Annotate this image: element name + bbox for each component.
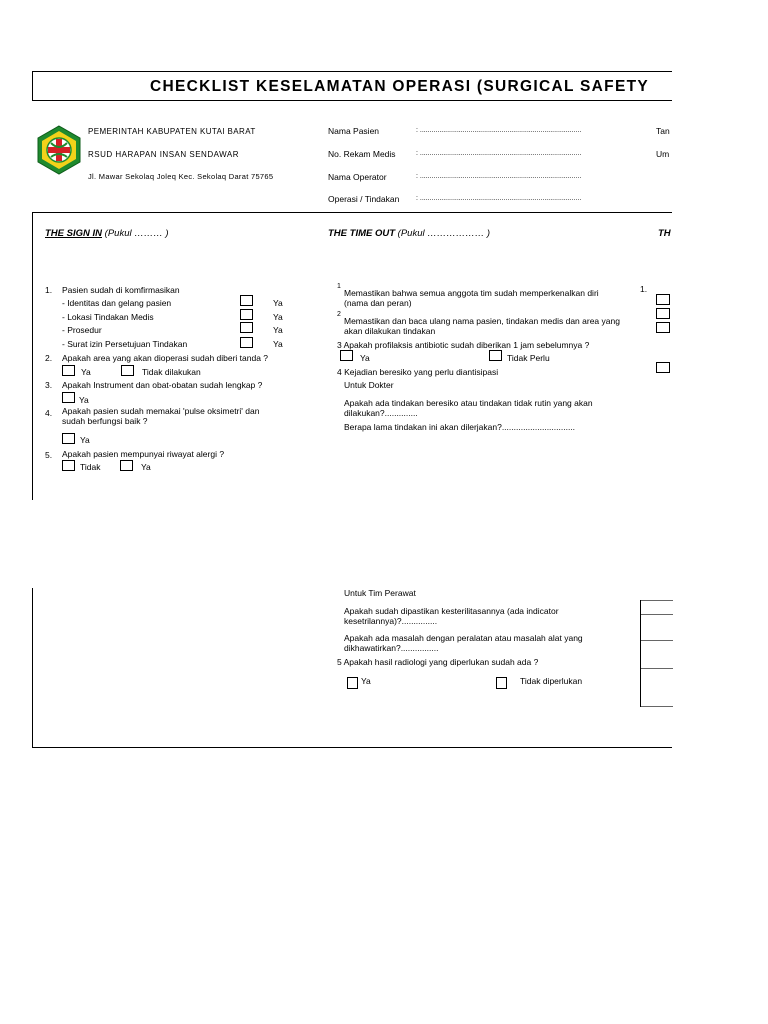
sign-in-q1-item-1: - Identitas dan gelang pasien xyxy=(62,298,172,308)
sign-in-q5-tidak-label: Tidak xyxy=(80,462,101,472)
sign-in-q3-ya-checkbox[interactable] xyxy=(62,392,75,403)
form-left-border-lower xyxy=(32,588,33,748)
field-label-nama-operator: Nama Operator xyxy=(328,172,387,182)
sign-in-q4-ya-label: Ya xyxy=(80,435,90,445)
sign-in-heading xyxy=(45,228,169,239)
field-value-operasi-tindakan[interactable]: : ................................................................................... xyxy=(416,195,582,202)
sign-in-q1-item-4-checkbox[interactable] xyxy=(240,337,253,348)
sign-out-table-line-2 xyxy=(641,614,673,615)
sign-in-q1-item-2-opt: Ya xyxy=(273,312,283,322)
sign-in-num-1: 1. xyxy=(45,285,53,295)
sign-in-q3: Apakah Instrument dan obat-obatan sudah lengkap ? xyxy=(62,380,263,390)
government-name: PEMERINTAH KABUPATEN KUTAI BARAT xyxy=(88,127,256,136)
sign-out-table-line-4 xyxy=(641,668,673,669)
field-label-nama-pasien: Nama Pasien xyxy=(328,126,380,136)
sign-in-num-4: 4. xyxy=(45,408,53,418)
sign-in-num-5: 5. xyxy=(45,450,53,460)
hospital-logo xyxy=(35,125,83,175)
time-out-q5-tidak-diperlukan-label: Tidak diperlukan xyxy=(520,676,583,686)
sign-in-q2-tidak-dilakukan-label: Tidak dilakukan xyxy=(142,367,201,377)
field-value-nama-operator[interactable]: : ................................................................................... xyxy=(416,173,582,180)
sign-out-table xyxy=(640,600,673,707)
time-out-q4: 4 Kejadian beresiko yang perlu diantisipasi xyxy=(337,367,499,377)
sign-in-q1: Pasien sudah di komfirmasikan xyxy=(62,285,180,295)
sign-out-checkbox-4[interactable] xyxy=(656,362,670,373)
title-top-border xyxy=(32,71,672,72)
page-title: CHECKLIST KESELAMATAN OPERASI (SURGICAL SAFETY xyxy=(150,78,649,95)
sign-in-q1-item-2-checkbox[interactable] xyxy=(240,309,253,320)
sign-out-heading xyxy=(658,228,671,239)
time-out-title: THE TIME OUT xyxy=(328,228,396,239)
sign-out-checkbox-1[interactable] xyxy=(656,294,670,305)
hospital-address: Jl. Mawar Sekolaq Joleq Kec. Sekolaq Darat 75765 xyxy=(88,172,274,181)
field-label-operasi-tindakan: Operasi / Tindakan xyxy=(328,194,400,204)
time-out-nurse-q1: Apakah sudah dipastikan kesterilitasannya (ada indicator kesetrilannya)?............... xyxy=(344,606,559,626)
sign-in-q1-item-2: - Lokasi Tindakan Medis xyxy=(62,312,154,322)
sign-in-q2-ya-checkbox[interactable] xyxy=(62,365,75,376)
sign-in-q5-ya-label: Ya xyxy=(141,462,151,472)
time-out-q5-ya-checkbox[interactable] xyxy=(347,677,358,689)
sign-in-q1-item-1-checkbox[interactable] xyxy=(240,295,253,306)
sign-out-num-1: 1. xyxy=(640,284,648,294)
hospital-name: RSUD HARAPAN INSAN SENDAWAR xyxy=(88,150,239,159)
field-label-no-rekam-medis: No. Rekam Medis xyxy=(328,149,396,159)
sign-out-checkbox-3[interactable] xyxy=(656,322,670,333)
sign-in-time: (Pukul ……… ) xyxy=(104,228,169,239)
time-out-q2: Memastikan dan baca ulang nama pasien, tindakan medis dan area yang akan dilakukan tindakan xyxy=(344,316,620,336)
sign-in-q3-ya-label: Ya xyxy=(79,395,89,405)
sign-in-q2-tidak-dilakukan-checkbox[interactable] xyxy=(121,365,134,376)
time-out-q3: 3 Apakah profilaksis antibiotic sudah diberikan 1 jam sebelumnya ? xyxy=(337,340,590,350)
time-out-q1: Memastikan bahwa semua anggota tim sudah memperkenalkan diri (nama dan peran) xyxy=(344,288,599,308)
time-out-doctor-title: Untuk Dokter xyxy=(344,380,394,390)
sign-in-q1-item-3-opt: Ya xyxy=(273,325,283,335)
time-out-doctor-q1: Apakah ada tindakan beresiko atau tindakan tidak rutin yang akan dilakukan?.............. xyxy=(344,398,593,418)
title-bottom-border xyxy=(32,100,672,101)
sign-out-checkbox-2[interactable] xyxy=(656,308,670,319)
time-out-num-1: 1 xyxy=(337,283,341,290)
sign-out-table-line-5 xyxy=(641,706,673,707)
hospital-logo-icon xyxy=(35,125,83,175)
time-out-doctor-q2: Berapa lama tindakan ini akan dilerjakan?............................... xyxy=(344,422,576,432)
sign-in-q1-item-4: - Surat izin Persetujuan Tindakan xyxy=(62,339,188,349)
time-out-time: (Pukul ……………… ) xyxy=(397,228,491,239)
sign-in-q1-item-3: - Prosedur xyxy=(62,325,102,335)
sign-out-title: TH xyxy=(658,228,671,239)
sign-in-q4: Apakah pasien sudah memakai 'pulse oksimetri' dan sudah berfungsi baik ? xyxy=(62,406,260,426)
sign-in-q2: Apakah area yang akan dioperasi sudah diberi tanda ? xyxy=(62,353,269,363)
time-out-q3-ya-checkbox[interactable] xyxy=(340,350,353,361)
sign-out-table-line-3 xyxy=(641,640,673,641)
sign-out-table-line-1 xyxy=(641,600,673,601)
title-left-border xyxy=(32,71,33,101)
field-label-tanggal: Tan xyxy=(656,126,670,136)
time-out-nurse-title: Untuk Tim Perawat xyxy=(344,588,416,598)
header-bottom-border xyxy=(32,212,672,213)
time-out-q5-tidak-diperlukan-checkbox[interactable] xyxy=(496,677,507,689)
sign-in-num-3: 3. xyxy=(45,380,53,390)
time-out-num-2: 2 xyxy=(337,311,341,318)
sign-in-q2-ya-label: Ya xyxy=(81,367,91,377)
field-value-no-rekam-medis[interactable]: : ................................................................................... xyxy=(416,150,582,157)
time-out-q5-ya-label: Ya xyxy=(361,676,371,686)
field-value-nama-pasien[interactable]: : ................................................................................... xyxy=(416,127,582,134)
form-left-border xyxy=(32,212,33,500)
time-out-q5: 5 Apakah hasil radiologi yang diperlukan sudah ada ? xyxy=(337,657,539,667)
sign-in-title: THE SIGN IN xyxy=(45,228,103,239)
form-bottom-border xyxy=(32,747,672,748)
time-out-q3-tidak-perlu-label: Tidak Perlu xyxy=(507,353,550,363)
time-out-nurse-q2: Apakah ada masalah dengan peralatan atau masalah alat yang dikhawatirkan?................ xyxy=(344,633,583,653)
sign-in-num-2: 2. xyxy=(45,353,53,363)
sign-in-q1-item-3-checkbox[interactable] xyxy=(240,322,253,333)
sign-in-q5-ya-checkbox[interactable] xyxy=(120,460,133,471)
sign-in-q1-item-1-opt: Ya xyxy=(273,298,283,308)
time-out-heading xyxy=(328,228,490,239)
sign-in-q1-item-4-opt: Ya xyxy=(273,339,283,349)
time-out-q3-ya-label: Ya xyxy=(360,353,370,363)
sign-in-q5-tidak-checkbox[interactable] xyxy=(62,460,75,471)
sign-in-q4-ya-checkbox[interactable] xyxy=(62,433,75,444)
field-label-umur: Um xyxy=(656,149,670,159)
sign-in-q5: Apakah pasien mempunyai riwayat alergi ? xyxy=(62,449,225,459)
time-out-q3-tidak-perlu-checkbox[interactable] xyxy=(489,350,502,361)
